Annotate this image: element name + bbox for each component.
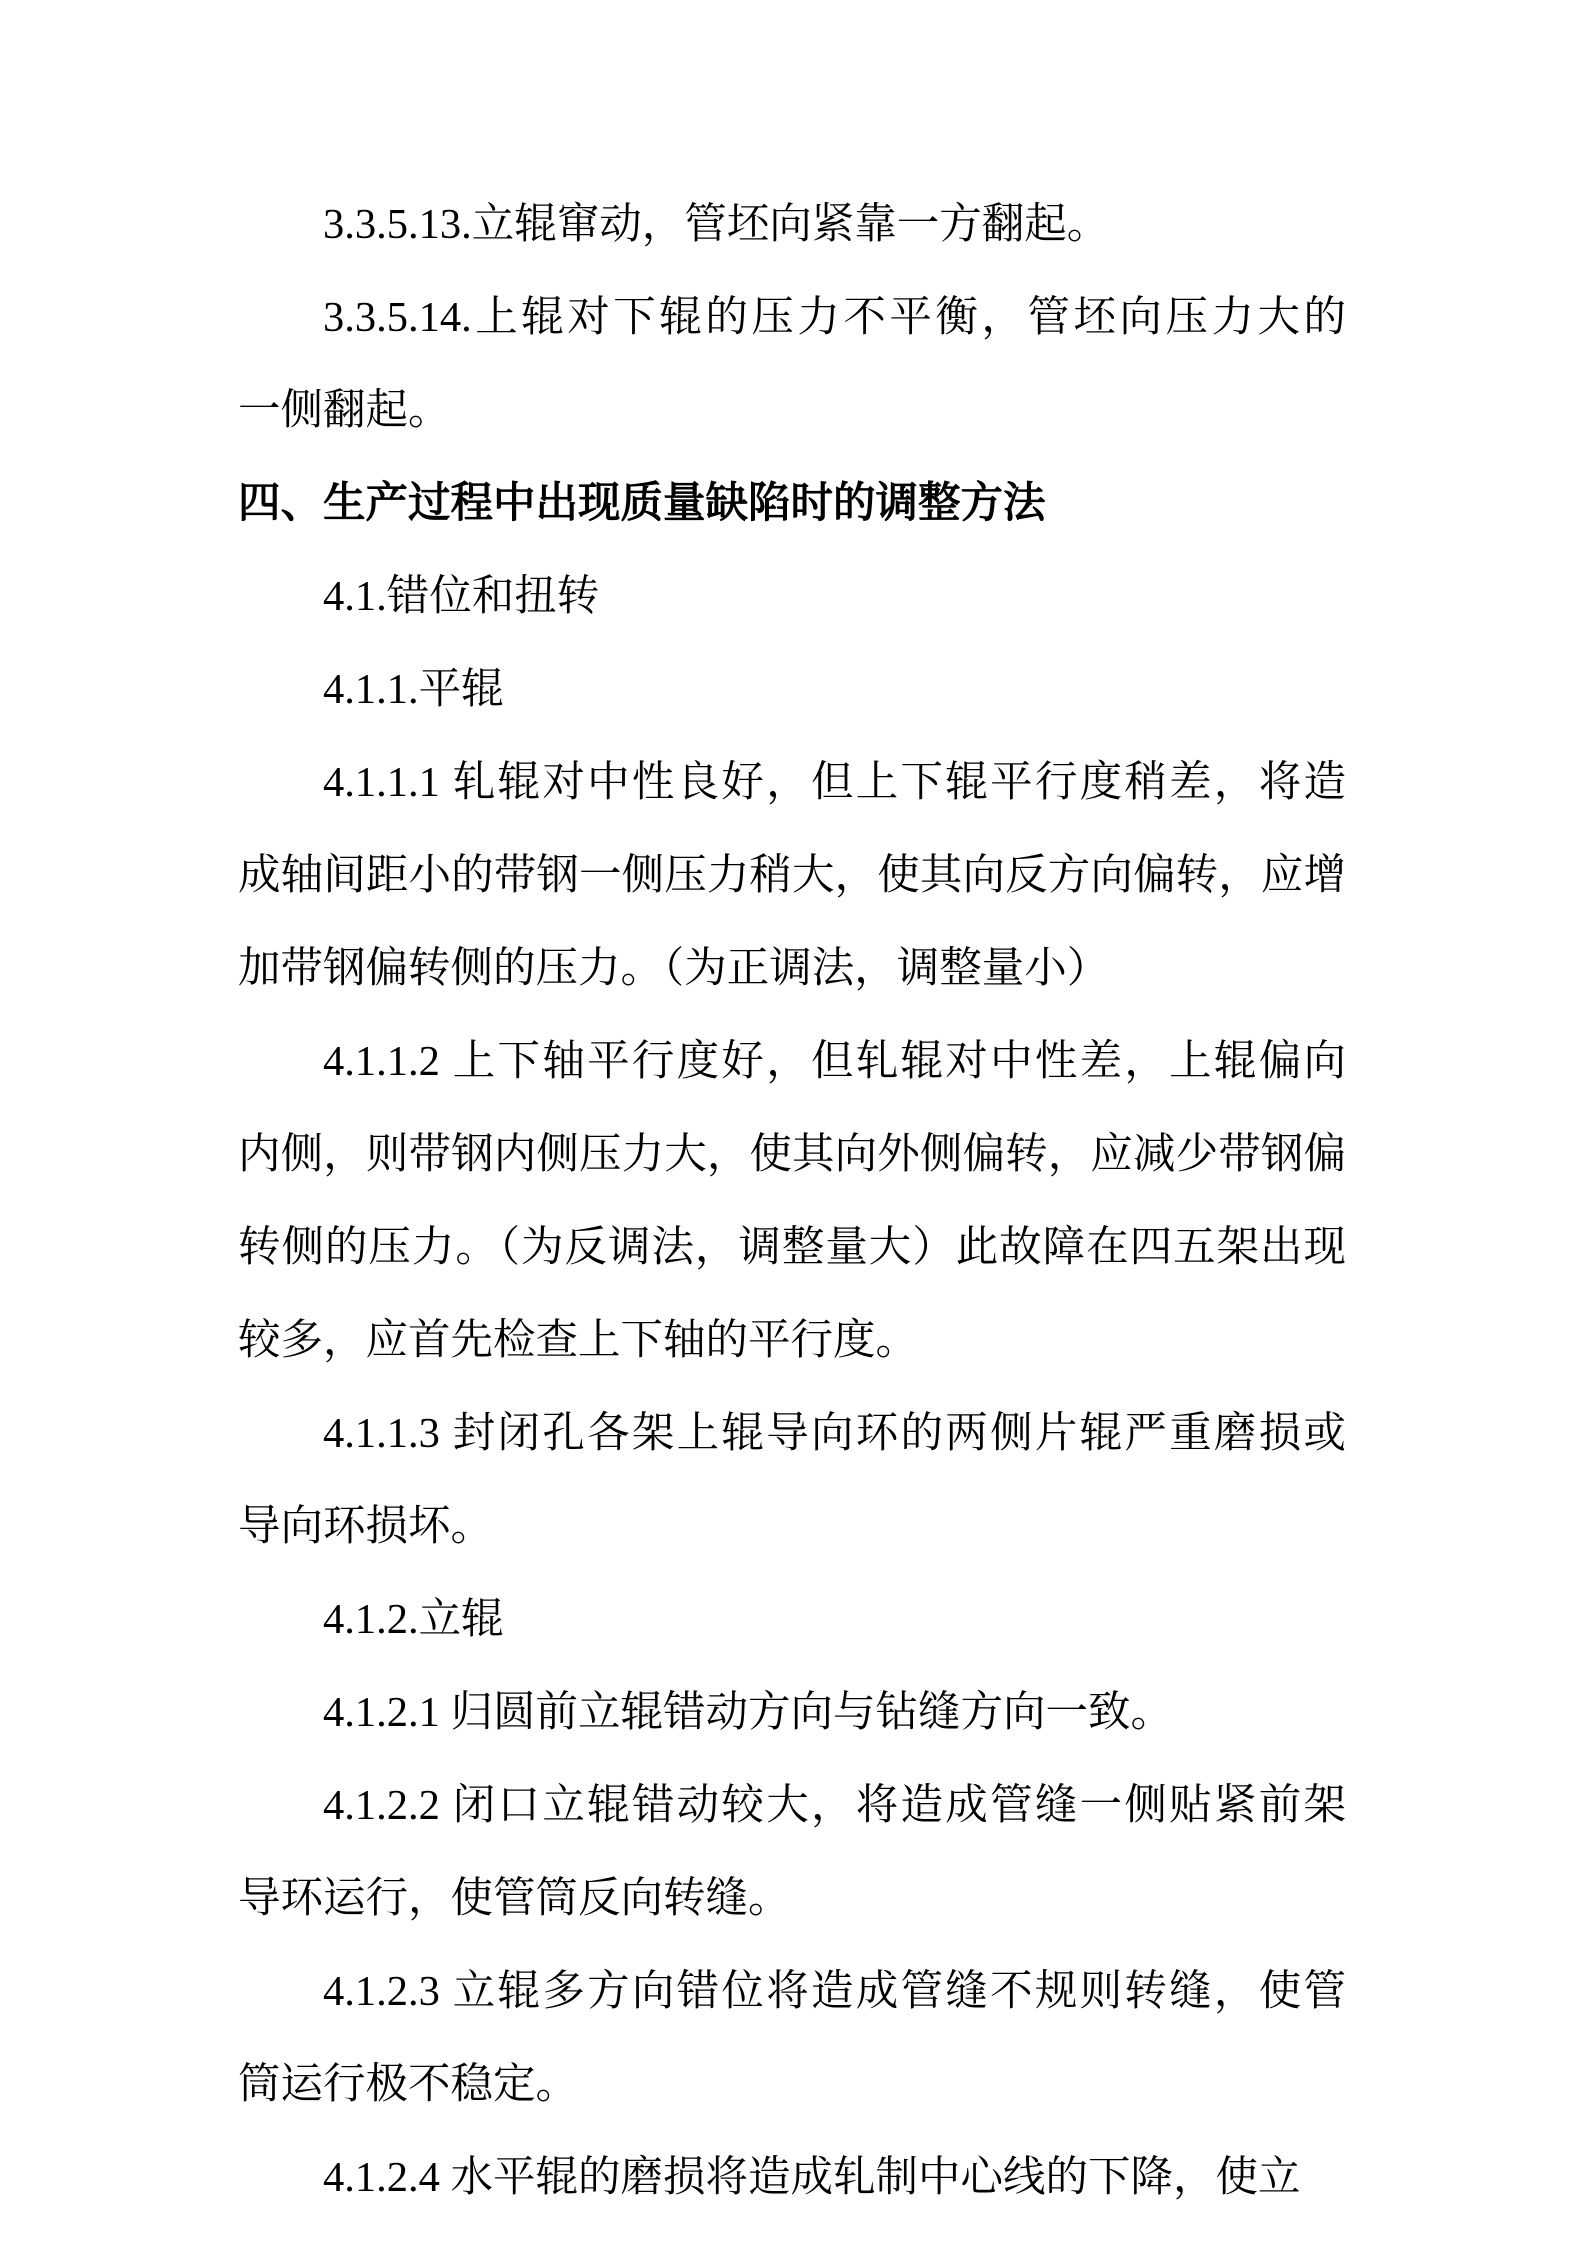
paragraph: [238, 1666, 1346, 1759]
text-line: 3.3.5.14.上辊对下辊的压力不平衡，管坯向压力大的: [323, 294, 1346, 341]
paragraph: [238, 1759, 1346, 1945]
text-line: 加带钢偏转侧的压力。（为正调法，调整量小）: [238, 945, 1110, 992]
text-line: 转侧的压力。（为反调法，调整量大）此故障在四五架出现: [238, 1224, 1346, 1271]
text-line: 4.1.1.2 上下轴平行度好，但轧辊对中性差，上辊偏向: [323, 1038, 1346, 1085]
text-line: 4.1.1.平辊: [323, 666, 504, 713]
heading-line: 四、生产过程中出现质量缺陷时的调整方法: [238, 480, 1046, 527]
paragraph: [238, 1573, 1346, 1666]
text-line: 内侧，则带钢内侧压力大，使其向外侧偏转，应减少带钢偏: [238, 1131, 1346, 1178]
paragraph: [238, 2131, 1346, 2224]
paragraph: [238, 1015, 1346, 1387]
text-line: 导向环损坏。: [238, 1503, 494, 1550]
text-line: 筒运行极不稳定。: [238, 2061, 579, 2108]
paragraph: [238, 550, 1346, 643]
text-line: 一侧翻起。: [238, 387, 451, 434]
paragraph: [238, 643, 1346, 736]
text-line: 4.1.2.3 立辊多方向错位将造成管缝不规则转缝，使管: [323, 1968, 1346, 2015]
paragraph: [238, 271, 1346, 457]
text-line: 4.1.1.1 轧辊对中性良好，但上下辊平行度稍差，将造: [323, 759, 1346, 806]
paragraph: [238, 178, 1346, 271]
text-line: 4.1.2.1 归圆前立辊错动方向与钻缝方向一致。: [323, 1689, 1174, 1736]
text-line: 4.1.2.立辊: [323, 1596, 504, 1643]
paragraph: [238, 1387, 1346, 1573]
document-content: [238, 178, 1346, 2224]
text-line: 3.3.5.13.立辊窜动，管坯向紧靠一方翻起。: [323, 201, 1110, 248]
text-line: 较多，应首先检查上下轴的平行度。: [238, 1317, 919, 1364]
text-line: 4.1.2.4 水平辊的磨损将造成轧制中心线的下降，使立: [323, 2154, 1301, 2201]
text-line: 成轴间距小的带钢一侧压力稍大，使其向反方向偏转，应增: [238, 852, 1346, 899]
text-line: 4.1.1.3 封闭孔各架上辊导向环的两侧片辊严重磨损或: [323, 1410, 1346, 1457]
text-line: 4.1.2.2 闭口立辊错动较大，将造成管缝一侧贴紧前架: [323, 1782, 1346, 1829]
text-line: 导环运行，使管筒反向转缝。: [238, 1875, 791, 1922]
text-line: 4.1.错位和扭转: [323, 573, 600, 620]
section-heading: [238, 457, 1346, 550]
paragraph: [238, 1945, 1346, 2131]
paragraph: [238, 736, 1346, 1015]
